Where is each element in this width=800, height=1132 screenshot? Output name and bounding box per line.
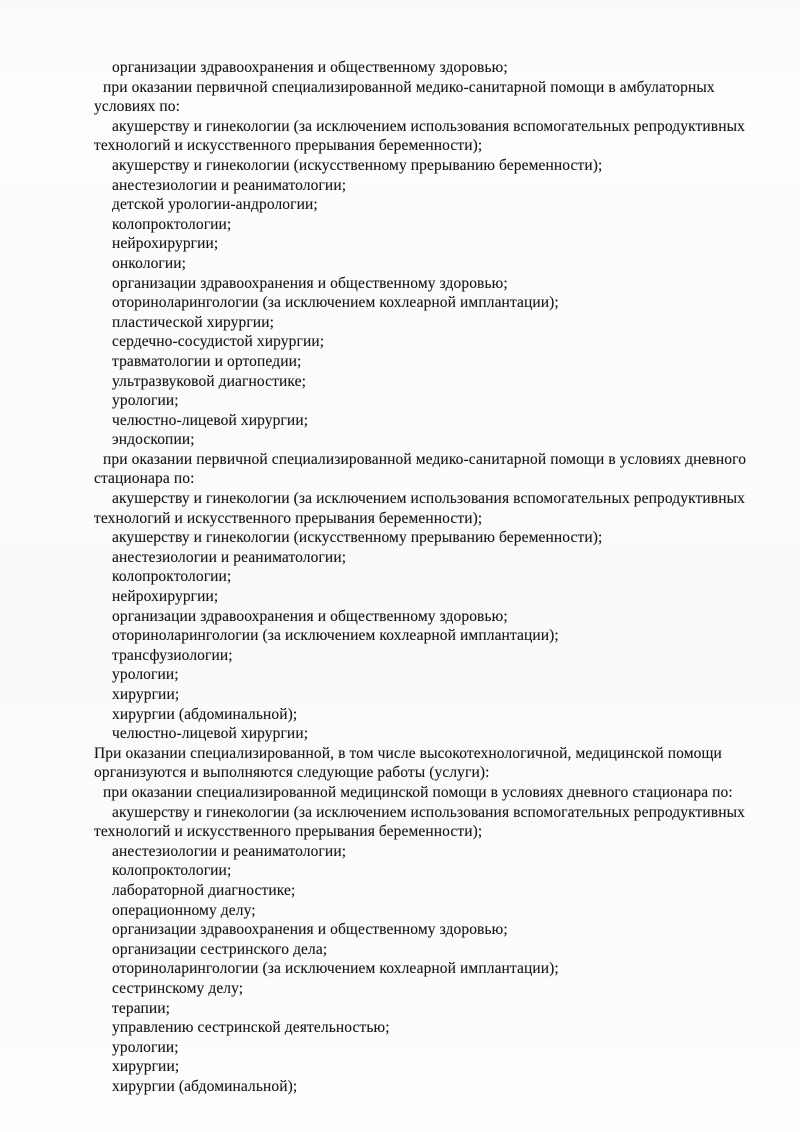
document-line: При оказании специализированной, в том числе высокотехнологичной, медицинской помощи <box>94 744 722 762</box>
document-line: организации здравоохранения и общественному здоровью; <box>112 921 508 939</box>
document-line: эндоскопии; <box>112 431 195 449</box>
document-line: сестринскому делу; <box>112 979 244 997</box>
document-line: стационара по: <box>94 470 195 488</box>
document-line: хирургии (абдоминальной); <box>112 705 298 723</box>
document-line: колопроктологии; <box>112 568 232 586</box>
document-line: организации здравоохранения и общественному здоровью; <box>112 59 508 76</box>
document-line: акушерству и гинекологии (за исключением использования вспомогательных репродуктивных <box>112 490 745 508</box>
document-lines <box>0 58 800 1096</box>
document-line: колопроктологии; <box>112 215 232 233</box>
document-line: терапии; <box>112 999 171 1017</box>
document-line: технологий и искусственного прерывания беременности); <box>94 137 483 155</box>
document-line: нейрохирургии; <box>112 235 219 253</box>
document-line: анестезиологии и реаниматологии; <box>112 842 347 860</box>
document-line: урологии; <box>112 392 179 410</box>
document-line: акушерству и гинекологии (искусственному прерыванию беременности); <box>112 156 603 174</box>
document-line: оториноларингологии (за исключением кохлеарной имплантации); <box>112 960 559 978</box>
document-line: организации сестринского дела; <box>112 940 328 958</box>
document-line: организуются и выполняются следующие работы (услуги): <box>94 764 490 782</box>
document-line: при оказании первичной специализированной медико-санитарной помощи в условиях дневного <box>103 450 747 468</box>
document-line: трансфузиологии; <box>112 646 233 664</box>
document-line: условиях по: <box>94 98 181 116</box>
document-line: оториноларингологии (за исключением кохлеарной имплантации); <box>112 627 559 645</box>
document-line: челюстно-лицевой хирургии; <box>112 411 309 429</box>
document-line: анестезиологии и реаниматологии; <box>112 176 347 194</box>
document-line: урологии; <box>112 666 179 684</box>
document-line: при оказании специализированной медицинской помощи в условиях дневного стационара по: <box>103 783 733 801</box>
document-line: акушерству и гинекологии (искусственному прерыванию беременности); <box>112 529 603 547</box>
document-line: организации здравоохранения и общественному здоровью; <box>112 274 508 292</box>
document-line: пластической хирургии; <box>112 313 275 331</box>
document-line: онкологии; <box>112 254 187 272</box>
document-line: анестезиологии и реаниматологии; <box>112 548 347 566</box>
document-line: детской урологии-андрологии; <box>112 196 318 214</box>
document-line: нейрохирургии; <box>112 588 219 606</box>
document-line: акушерству и гинекологии (за исключением использования вспомогательных репродуктивных <box>112 803 745 821</box>
document-line: хирургии; <box>112 1058 180 1076</box>
document-line: при оказании первичной специализированной медико-санитарной помощи в амбулаторных <box>103 78 715 96</box>
document-line: оториноларингологии (за исключением кохлеарной имплантации); <box>112 294 559 312</box>
document-line: лабораторной диагностике; <box>112 881 296 899</box>
document-line: травматологии и ортопедии; <box>112 352 302 370</box>
document-line: хирургии (абдоминальной); <box>112 1077 298 1095</box>
document-line: организации здравоохранения и общественному здоровью; <box>112 607 508 625</box>
document-line: акушерству и гинекологии (за исключением использования вспомогательных репродуктивных <box>112 117 745 135</box>
document-line: технологий и искусственного прерывания беременности); <box>94 509 483 527</box>
document-line: урологии; <box>112 1038 179 1056</box>
document-line: ультразвуковой диагностике; <box>112 372 306 390</box>
document-line: колопроктологии; <box>112 862 232 880</box>
document-line: челюстно-лицевой хирургии; <box>112 725 309 743</box>
document-line: технологий и искусственного прерывания беременности); <box>94 823 483 841</box>
document-line: хирургии; <box>112 686 180 703</box>
document-line: операционному делу; <box>112 901 256 919</box>
document-line: управлению сестринской деятельностью; <box>112 1019 390 1037</box>
document-line: сердечно-сосудистой хирургии; <box>112 333 325 351</box>
